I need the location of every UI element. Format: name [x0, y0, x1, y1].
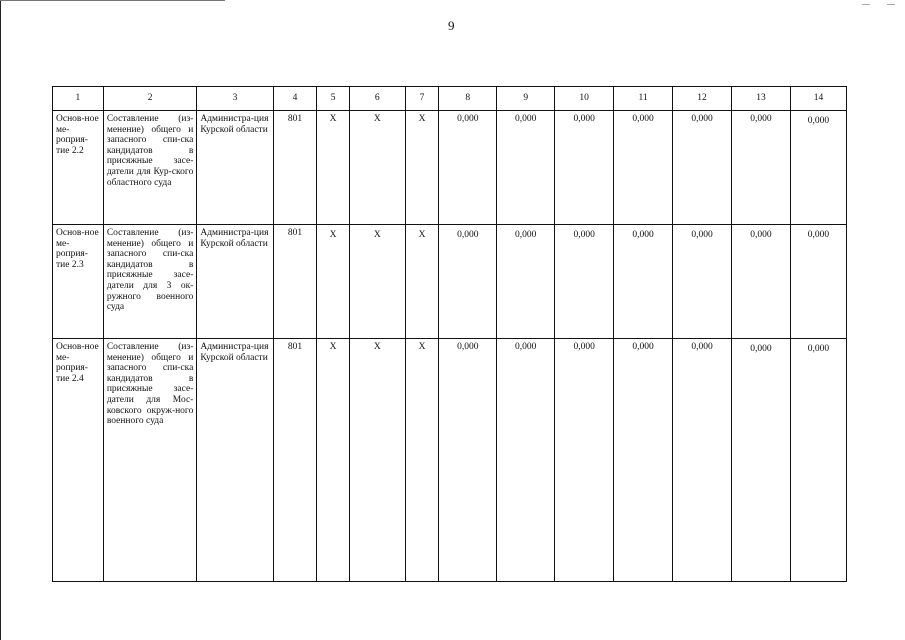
value-cell: 0,000: [732, 111, 791, 225]
column-header: 9: [497, 87, 555, 111]
activity-label: Основ-ное ме-роприя-тие 2.2: [53, 111, 104, 225]
value-cell: 0,000: [790, 339, 846, 582]
mark-cell: X: [405, 111, 439, 225]
value-cell: 0,000: [555, 111, 614, 225]
mark-cell: X: [405, 339, 439, 582]
column-header: 3: [197, 87, 273, 111]
mark-cell: X: [317, 225, 350, 339]
mark-cell: X: [349, 225, 405, 339]
value-cell: 0,000: [614, 111, 673, 225]
scan-mark: [887, 4, 895, 5]
value-cell: 0,000: [673, 339, 732, 582]
executor-cell: Администра-ция Курской области: [197, 111, 273, 225]
activity-description: Составление (из-менение) общего и запасного спи-ска кандидатов в присяжные засе-датели для 3 ок-ружного военного суда: [103, 225, 197, 339]
column-header: 4: [273, 87, 317, 111]
executor-cell: Администра-ция Курской области: [197, 225, 273, 339]
value-cell: 0,000: [555, 339, 614, 582]
value-cell: 0,000: [790, 111, 846, 225]
value-cell: 0,000: [614, 339, 673, 582]
activity-label: Основ-ное ме-роприя-тие 2.3: [53, 225, 104, 339]
column-header: 10: [555, 87, 614, 111]
column-header: 13: [732, 87, 791, 111]
value-cell: 0,000: [673, 225, 732, 339]
code-cell: 801: [273, 111, 317, 225]
column-header: 1: [53, 87, 104, 111]
value-cell: 0,000: [439, 111, 497, 225]
value-cell: 0,000: [439, 225, 497, 339]
column-header: 8: [439, 87, 497, 111]
activity-description: Составление (из-менение) общего и запасного спи-ска кандидатов в присяжные засе-датели для Кур-ского областного суда: [103, 111, 197, 225]
table-row: [53, 111, 847, 225]
column-header: 7: [405, 87, 439, 111]
page-left-edge: [0, 0, 1, 640]
column-header: 12: [673, 87, 732, 111]
activity-label: Основ-ное ме-роприя-тие 2.4: [53, 339, 104, 582]
value-cell: 0,000: [614, 225, 673, 339]
column-header: 11: [614, 87, 673, 111]
value-cell: 0,000: [673, 111, 732, 225]
program-table: [52, 86, 847, 582]
table-row: [53, 225, 847, 339]
code-cell: 801: [273, 339, 317, 582]
table-row: [53, 339, 847, 582]
mark-cell: X: [349, 111, 405, 225]
scan-mark: [862, 4, 870, 5]
mark-cell: X: [317, 111, 350, 225]
value-cell: 0,000: [497, 225, 555, 339]
table-header-row: [53, 87, 847, 111]
page-number: 9: [448, 18, 455, 33]
column-header: 2: [103, 87, 197, 111]
column-header: 6: [349, 87, 405, 111]
activity-description: Составление (из-менение) общего и запасного спи-ска кандидатов в присяжные засе-датели для Мос-ковского окруж-ного военного суда: [103, 339, 197, 582]
mark-cell: X: [405, 225, 439, 339]
executor-cell: Администра-ция Курской области: [197, 339, 273, 582]
value-cell: 0,000: [497, 339, 555, 582]
mark-cell: X: [349, 339, 405, 582]
page-top-edge: [0, 0, 225, 1]
column-header: 5: [317, 87, 350, 111]
column-header: 14: [790, 87, 846, 111]
mark-cell: X: [317, 339, 350, 582]
value-cell: 0,000: [497, 111, 555, 225]
value-cell: 0,000: [439, 339, 497, 582]
value-cell: 0,000: [732, 339, 791, 582]
value-cell: 0,000: [555, 225, 614, 339]
value-cell: 0,000: [732, 225, 791, 339]
value-cell: 0,000: [790, 225, 846, 339]
code-cell: 801: [273, 225, 317, 339]
